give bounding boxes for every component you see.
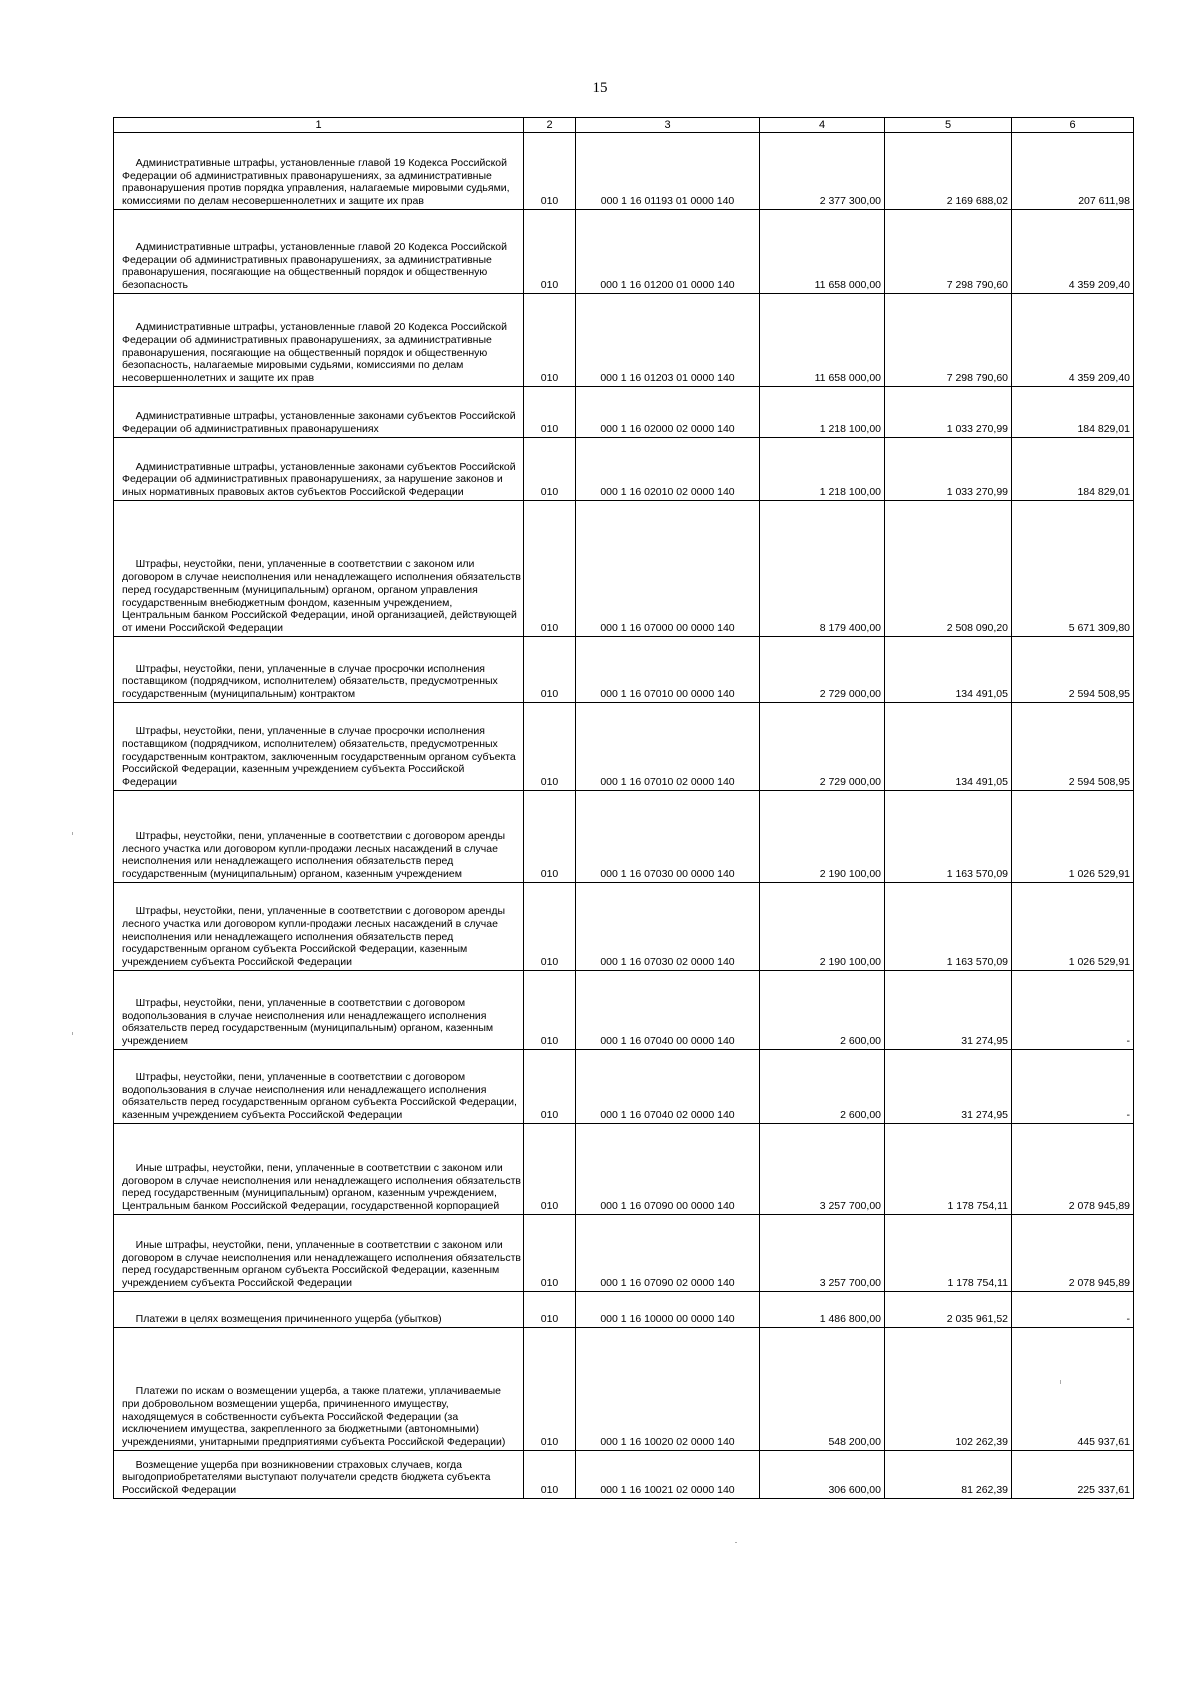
row-description: Платежи в целях возмещения причиненного ущерба (убытков): [114, 1292, 524, 1328]
header-col-1: 1: [114, 118, 524, 133]
row-unexecuted-amount: 2 078 945,89: [1012, 1124, 1134, 1215]
table-row: [114, 1451, 1134, 1499]
header-col-6: 6: [1012, 118, 1134, 133]
row-unexecuted-amount: 2 594 508,95: [1012, 637, 1134, 703]
row-description: Иные штрафы, неустойки, пени, уплаченные в соответствии с законом или договором в случае неисполнения или ненадлежащего исполнения обязательств перед государственным органом субъекта Российской Федерации, казенным учреждением субъекта Российской Федерации: [114, 1215, 524, 1292]
row-executed-amount: 134 491,05: [885, 703, 1012, 791]
header-col-3: 3: [576, 118, 760, 133]
scan-mark: [735, 1542, 737, 1543]
table-row: [114, 210, 1134, 294]
row-budget-code: 000 1 16 07000 00 0000 140: [576, 501, 760, 637]
row-line-code: 010: [524, 971, 576, 1050]
row-approved-amount: 2 600,00: [760, 971, 885, 1050]
row-line-code: 010: [524, 1451, 576, 1499]
row-description: Административные штрафы, установленные законами субъектов Российской Федерации об административных правонарушениях, за нарушение законов и иных нормативных правовых актов субъектов Российской Федерации: [114, 438, 524, 501]
row-unexecuted-amount: 225 337,61: [1012, 1451, 1134, 1499]
row-budget-code: 000 1 16 02000 02 0000 140: [576, 387, 760, 438]
row-budget-code: 000 1 16 07030 00 0000 140: [576, 791, 760, 883]
row-line-code: 010: [524, 883, 576, 971]
row-approved-amount: 11 658 000,00: [760, 294, 885, 387]
row-executed-amount: 81 262,39: [885, 1451, 1012, 1499]
table-row: [114, 501, 1134, 637]
row-line-code: 010: [524, 791, 576, 883]
row-executed-amount: 102 262,39: [885, 1328, 1012, 1451]
header-col-2: 2: [524, 118, 576, 133]
page-number: 15: [592, 80, 608, 96]
row-budget-code: 000 1 16 07040 02 0000 140: [576, 1050, 760, 1124]
row-executed-amount: 7 298 790,60: [885, 294, 1012, 387]
row-approved-amount: 2 729 000,00: [760, 637, 885, 703]
row-approved-amount: 306 600,00: [760, 1451, 885, 1499]
row-approved-amount: 1 218 100,00: [760, 438, 885, 501]
row-description: Иные штрафы, неустойки, пени, уплаченные в соответствии с законом или договором в случае неисполнения или ненадлежащего исполнения обязательств перед государственным (муниципальным) органом, казенным учреждением, Центральным банком Российской Федерации, государственной корпорацией: [114, 1124, 524, 1215]
row-unexecuted-amount: -: [1012, 1050, 1134, 1124]
row-description: Штрафы, неустойки, пени, уплаченные в соответствии с договором аренды лесного участка или договором купли-продажи лесных насаждений в случае неисполнения или ненадлежащего исполнения обязательств перед государственным органом субъекта Российской Федерации, казенным учреждением субъекта Российской Федерации: [114, 883, 524, 971]
row-budget-code: 000 1 16 07030 02 0000 140: [576, 883, 760, 971]
row-description: Штрафы, неустойки, пени, уплаченные в соответствии с договором аренды лесного участка или договором купли-продажи лесных насаждений в случае неисполнения или ненадлежащего исполнения обязательств перед государственным (муниципальным) органом, казенным учреждением: [114, 791, 524, 883]
row-executed-amount: 2 508 090,20: [885, 501, 1012, 637]
row-unexecuted-amount: 445 937,61: [1012, 1328, 1134, 1451]
row-unexecuted-amount: 1 026 529,91: [1012, 791, 1134, 883]
row-line-code: 010: [524, 210, 576, 294]
row-executed-amount: 7 298 790,60: [885, 210, 1012, 294]
table-row: [114, 703, 1134, 791]
row-description: Административные штрафы, установленные главой 20 Кодекса Российской Федерации об административных правонарушениях, за административные правонарушения, посягающие на общественный порядок и общественную безопасность: [114, 210, 524, 294]
row-line-code: 010: [524, 501, 576, 637]
row-budget-code: 000 1 16 07040 00 0000 140: [576, 971, 760, 1050]
row-description: Административные штрафы, установленные законами субъектов Российской Федерации об административных правонарушениях: [114, 387, 524, 438]
row-executed-amount: 31 274,95: [885, 1050, 1012, 1124]
table-row: [114, 1328, 1134, 1451]
row-executed-amount: 1 163 570,09: [885, 791, 1012, 883]
row-executed-amount: 2 035 961,52: [885, 1292, 1012, 1328]
table-row: [114, 1124, 1134, 1215]
row-description: Возмещение ущерба при возникновении страховых случаев, когда выгодоприобретателями выступают получатели средств бюджета субъекта Российской Федерации: [114, 1451, 524, 1499]
row-line-code: 010: [524, 1050, 576, 1124]
row-unexecuted-amount: 2 078 945,89: [1012, 1215, 1134, 1292]
row-unexecuted-amount: 4 359 209,40: [1012, 210, 1134, 294]
row-unexecuted-amount: -: [1012, 1292, 1134, 1328]
table-row: [114, 971, 1134, 1050]
table-header-row: [114, 118, 1134, 133]
table-row: [114, 438, 1134, 501]
row-unexecuted-amount: 5 671 309,80: [1012, 501, 1134, 637]
row-line-code: 010: [524, 1215, 576, 1292]
table-row: [114, 791, 1134, 883]
row-budget-code: 000 1 16 07010 00 0000 140: [576, 637, 760, 703]
row-approved-amount: 2 377 300,00: [760, 133, 885, 210]
row-budget-code: 000 1 16 10000 00 0000 140: [576, 1292, 760, 1328]
row-line-code: 010: [524, 387, 576, 438]
scan-mark: [1060, 1380, 1061, 1384]
row-budget-code: 000 1 16 07090 00 0000 140: [576, 1124, 760, 1215]
row-description: Административные штрафы, установленные главой 19 Кодекса Российской Федерации об административных правонарушениях, за административные правонарушения против порядка управления, налагаемые мировыми судьями, комиссиями по делам несовершеннолетних и защите их прав: [114, 133, 524, 210]
row-budget-code: 000 1 16 07090 02 0000 140: [576, 1215, 760, 1292]
row-line-code: 010: [524, 637, 576, 703]
row-unexecuted-amount: 2 594 508,95: [1012, 703, 1134, 791]
row-description: Штрафы, неустойки, пени, уплаченные в случае просрочки исполнения поставщиком (подрядчиком, исполнителем) обязательств, предусмотренных государственным контрактом, заключенным государственным органом субъекта Российской Федерации, казенным учреждением субъекта Российской Федерации: [114, 703, 524, 791]
row-description: Административные штрафы, установленные главой 20 Кодекса Российской Федерации об административных правонарушениях, за административные правонарушения, посягающие на общественный порядок и общественную безопасность, налагаемые мировыми судьями, комиссиями по делам несовершеннолетних и защите их прав: [114, 294, 524, 387]
table-row: [114, 883, 1134, 971]
row-approved-amount: 548 200,00: [760, 1328, 885, 1451]
row-executed-amount: 1 033 270,99: [885, 387, 1012, 438]
row-approved-amount: 3 257 700,00: [760, 1124, 885, 1215]
table-row: [114, 1215, 1134, 1292]
scan-mark: [72, 1032, 73, 1035]
scan-mark: [72, 832, 73, 835]
row-approved-amount: 2 600,00: [760, 1050, 885, 1124]
row-line-code: 010: [524, 438, 576, 501]
row-description: Штрафы, неустойки, пени, уплаченные в соответствии с договором водопользования в случае неисполнения или ненадлежащего исполнения обязательств перед государственным органом субъекта Российской Федерации, казенным учреждением субъекта Российской Федерации: [114, 1050, 524, 1124]
row-description: Штрафы, неустойки, пени, уплаченные в соответствии с договором водопользования в случае неисполнения или ненадлежащего исполнения обязательств перед государственным (муниципальным) органом, казенным учреждением: [114, 971, 524, 1050]
row-executed-amount: 1 178 754,11: [885, 1215, 1012, 1292]
row-approved-amount: 1 218 100,00: [760, 387, 885, 438]
row-approved-amount: 2 190 100,00: [760, 883, 885, 971]
row-budget-code: 000 1 16 01193 01 0000 140: [576, 133, 760, 210]
row-unexecuted-amount: -: [1012, 971, 1134, 1050]
header-col-4: 4: [760, 118, 885, 133]
row-executed-amount: 134 491,05: [885, 637, 1012, 703]
row-executed-amount: 2 169 688,02: [885, 133, 1012, 210]
row-line-code: 010: [524, 703, 576, 791]
row-budget-code: 000 1 16 01203 01 0000 140: [576, 294, 760, 387]
table-row: [114, 294, 1134, 387]
row-approved-amount: 2 729 000,00: [760, 703, 885, 791]
row-unexecuted-amount: 1 026 529,91: [1012, 883, 1134, 971]
row-description: Штрафы, неустойки, пени, уплаченные в случае просрочки исполнения поставщиком (подрядчиком, исполнителем) обязательств, предусмотренных государственным (муниципальным) контрактом: [114, 637, 524, 703]
row-approved-amount: 2 190 100,00: [760, 791, 885, 883]
report-table: [113, 117, 1134, 1499]
table-row: [114, 637, 1134, 703]
row-budget-code: 000 1 16 07010 02 0000 140: [576, 703, 760, 791]
row-line-code: 010: [524, 1124, 576, 1215]
table-row: [114, 1050, 1134, 1124]
row-unexecuted-amount: 4 359 209,40: [1012, 294, 1134, 387]
row-unexecuted-amount: 207 611,98: [1012, 133, 1134, 210]
row-approved-amount: 11 658 000,00: [760, 210, 885, 294]
row-executed-amount: 1 033 270,99: [885, 438, 1012, 501]
row-description: Платежи по искам о возмещении ущерба, а также платежи, уплачиваемые при добровольном возмещении ущерба, причиненного имуществу, находящемуся в собственности субъекта Российской Федерации (за исключением имущества, закрепленного за бюджетными (автономными) учреждениями, унитарными предприятиями субъекта Российской Федерации): [114, 1328, 524, 1451]
row-executed-amount: 31 274,95: [885, 971, 1012, 1050]
row-approved-amount: 1 486 800,00: [760, 1292, 885, 1328]
row-description: Штрафы, неустойки, пени, уплаченные в соответствии с законом или договором в случае неисполнения или ненадлежащего исполнения обязательств перед государственным (муниципальным) органом, органом управления государственным внебюджетным фондом, казенным учреждением, Центральным банком Российской Федерации, иной организацией, действующей от имени Российской Федерации: [114, 501, 524, 637]
row-line-code: 010: [524, 1292, 576, 1328]
table-row: [114, 133, 1134, 210]
row-approved-amount: 8 179 400,00: [760, 501, 885, 637]
row-budget-code: 000 1 16 01200 01 0000 140: [576, 210, 760, 294]
row-line-code: 010: [524, 294, 576, 387]
row-line-code: 010: [524, 133, 576, 210]
row-line-code: 010: [524, 1328, 576, 1451]
table-row: [114, 1292, 1134, 1328]
row-unexecuted-amount: 184 829,01: [1012, 438, 1134, 501]
row-budget-code: 000 1 16 02010 02 0000 140: [576, 438, 760, 501]
row-unexecuted-amount: 184 829,01: [1012, 387, 1134, 438]
header-col-5: 5: [885, 118, 1012, 133]
row-executed-amount: 1 178 754,11: [885, 1124, 1012, 1215]
row-budget-code: 000 1 16 10020 02 0000 140: [576, 1328, 760, 1451]
row-executed-amount: 1 163 570,09: [885, 883, 1012, 971]
row-budget-code: 000 1 16 10021 02 0000 140: [576, 1451, 760, 1499]
table-row: [114, 387, 1134, 438]
row-approved-amount: 3 257 700,00: [760, 1215, 885, 1292]
